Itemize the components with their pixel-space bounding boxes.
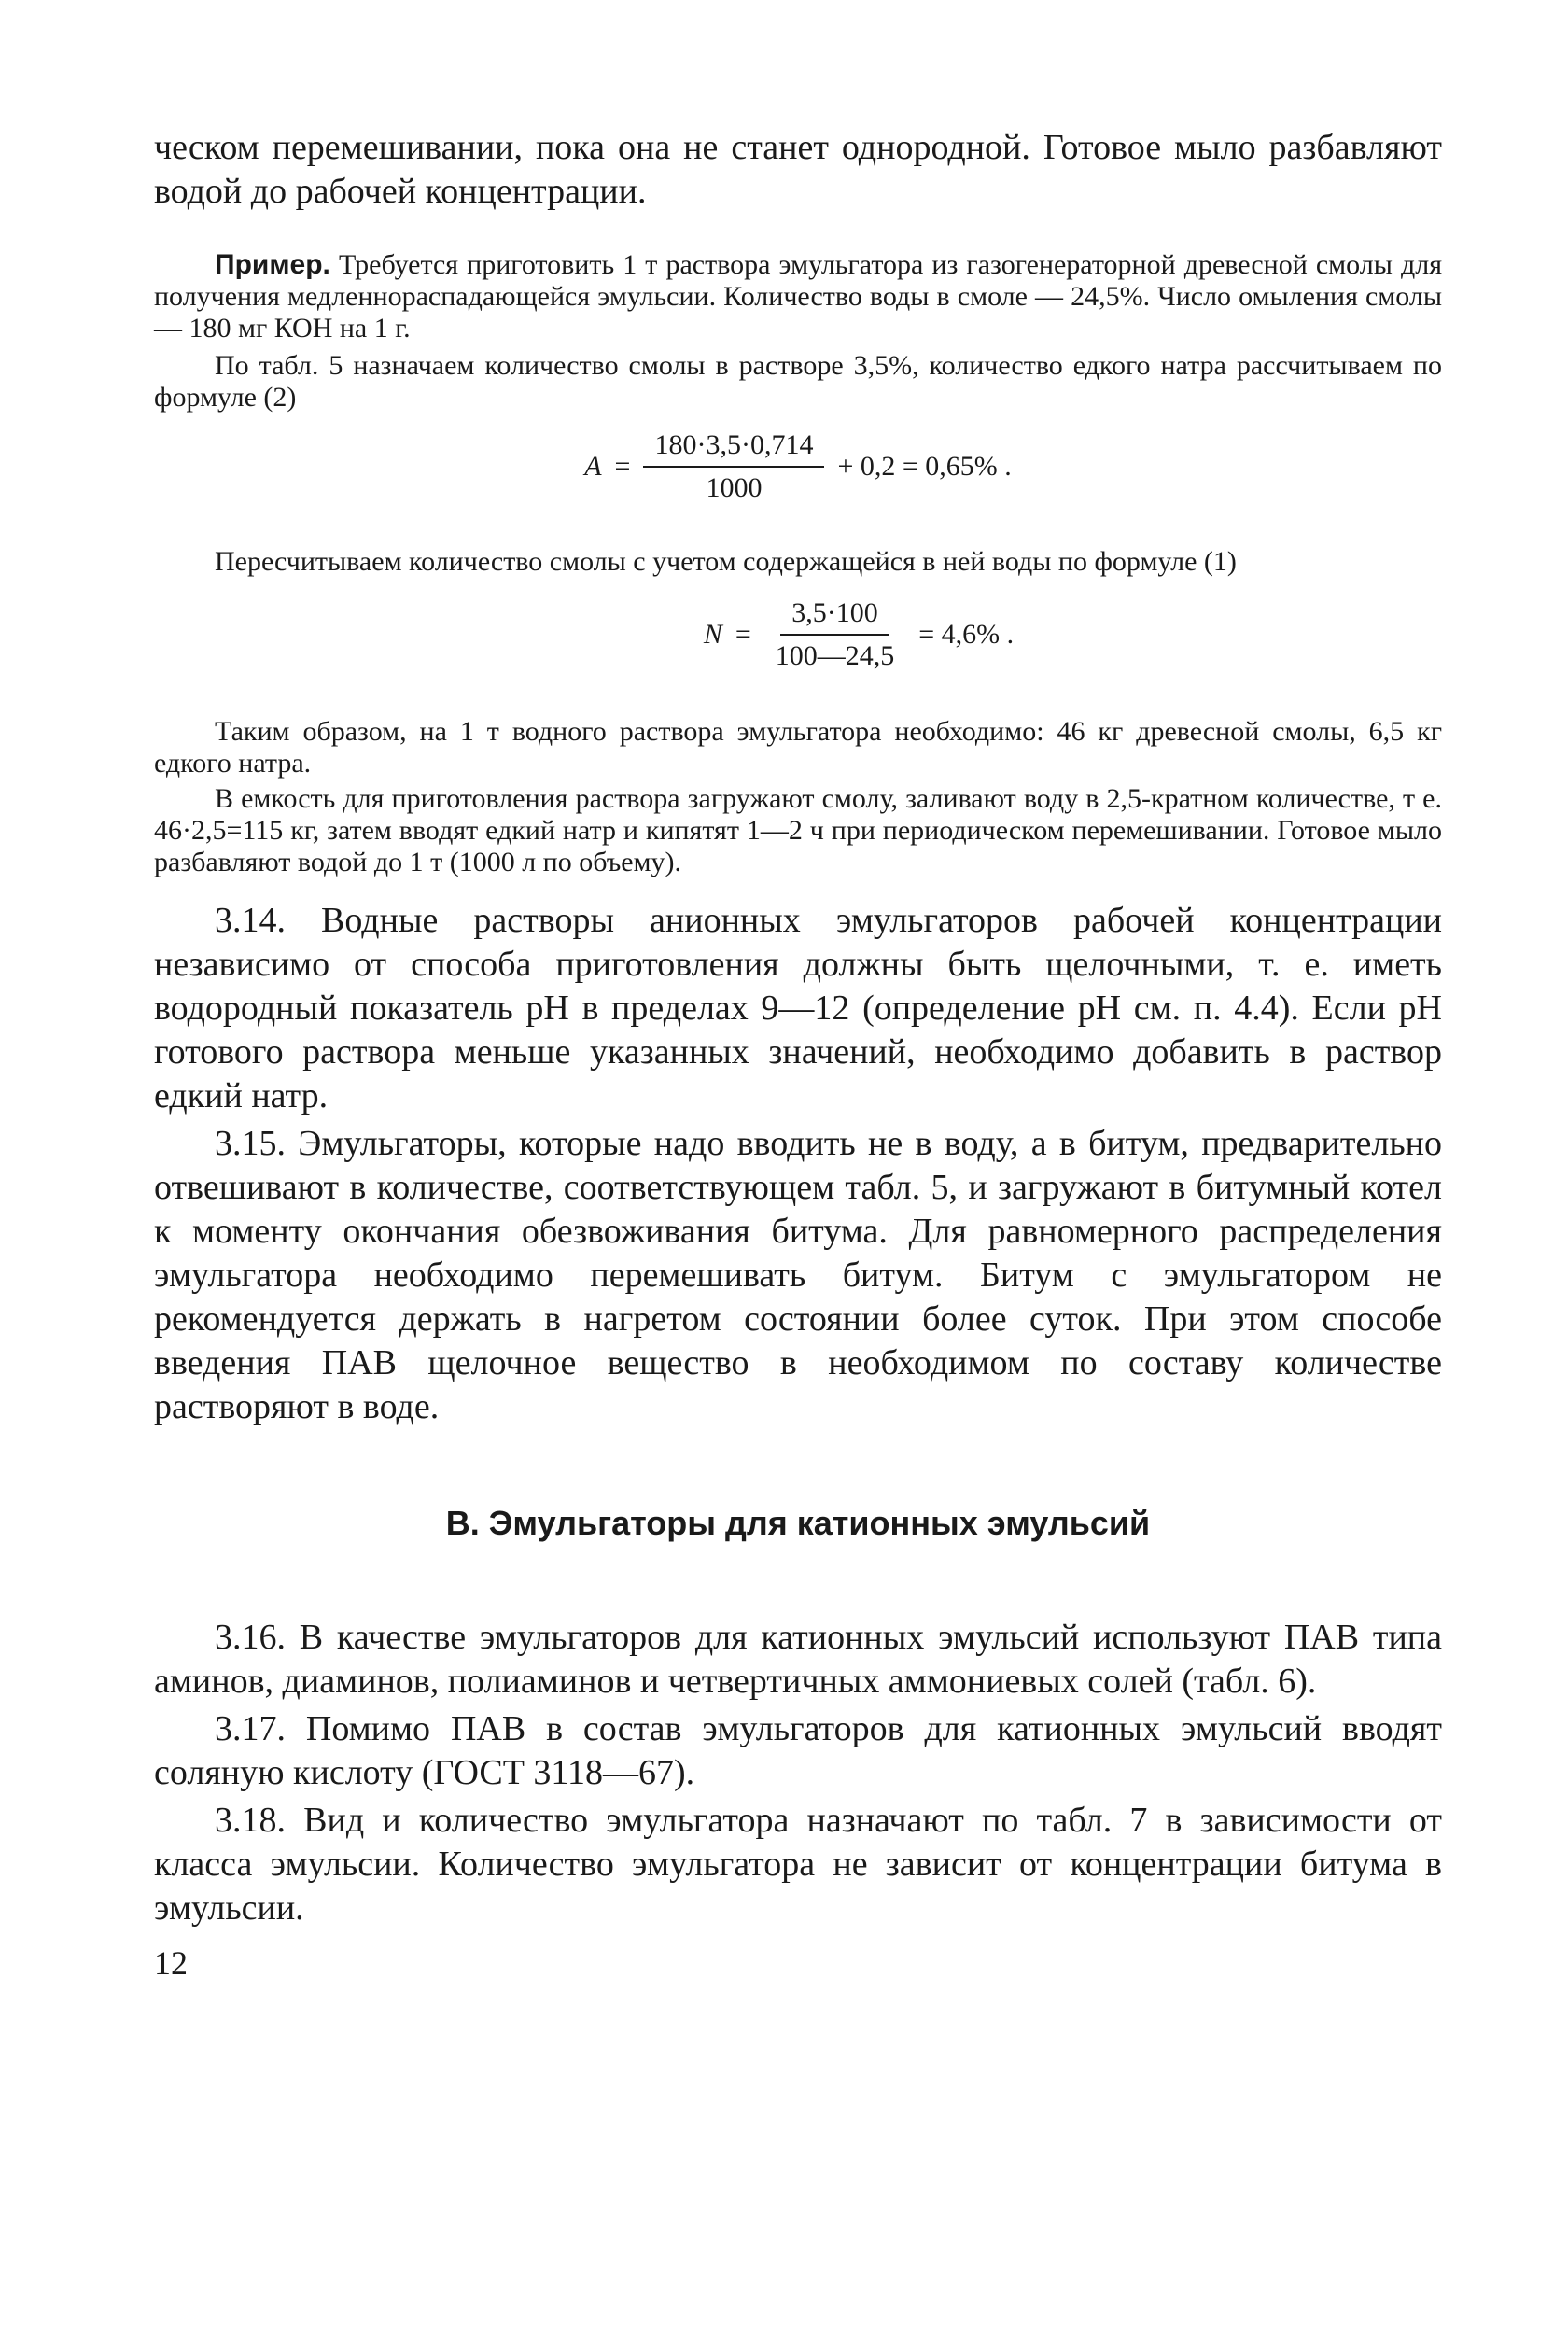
page-content bbox=[154, 126, 1442, 1983]
formula-a-equals: = bbox=[614, 451, 631, 482]
example-para-tabl5: По табл. 5 назначаем количество смолы в растворе 3,5%, количество едкого натра рассчитываем по формуле (2) bbox=[154, 350, 1442, 413]
formula-n-result: = 4,6% . bbox=[918, 619, 1015, 650]
example-label: Пример. bbox=[215, 249, 330, 280]
section-3-18: 3.18. Вид и количество эмульгатора назначают по табл. 7 в зависимости от класса эмульсии. Количество эмульгатора не зависит от концентрации битума в эмульсии. bbox=[154, 1801, 1442, 1928]
example-para-summary: Таким образом, на 1 т водного раствора эмульгатора необходимо: 46 кг древесной смолы, 6,5 кг едкого натра. bbox=[154, 716, 1442, 779]
section-3-14: 3.14. Водные растворы анионных эмульгаторов рабочей концентрации независимо от способа приготовления должны быть щелочными, т. е. иметь водородный показатель pH в пределах 9—12 (определение pH см. п. 4.4). Если pH готового раствора меньше указанных значений, необходимо добавить в раствор едкий натр. bbox=[154, 901, 1442, 1115]
formula-a-denominator: 1000 bbox=[706, 472, 763, 503]
formula-n-numerator: 3,5·100 bbox=[780, 596, 889, 636]
section-heading: В. Эмульгаторы для катионных эмульсий bbox=[445, 1504, 1151, 1542]
formula-a-result: + 0,2 = 0,65% . bbox=[837, 451, 1012, 482]
section-3-15: 3.15. Эмульгаторы, которые надо вводить не в воду, а в битум, предварительно отвешивают в количестве, соответствующем табл. 5, и загружают в битумный котел к моменту окончания обезвоживания битума. Для равномерного распределения эмульгатора необходимо перемешивать битум. Битум с эмульгатором не рекомендуется держать в нагретом состоянии более суток. При этом способе введения ПАВ щелочное вещество в необходимом по составу количестве растворяют в воде. bbox=[154, 1124, 1442, 1426]
section-3-16: 3.16. В качестве эмульгаторов для катионных эмульсий используют ПАВ типа аминов, диаминов, полиаминов и четвертичных аммониевых солей (табл. 6). bbox=[154, 1618, 1442, 1701]
formula-n-denominator: 100—24,5 bbox=[775, 640, 895, 671]
formula-n-equals: = bbox=[735, 619, 751, 650]
formula-n bbox=[154, 596, 1442, 673]
example-para-procedure: В емкость для приготовления раствора загружают смолу, заливают воду в 2,5-кратном количестве, т е. 46·2,5=115 кг, затем вводят едкий натр и кипятят 1—2 ч при периодическом перемешивании. Готовое мыло разбавляют водой до 1 т (1000 л по объему). bbox=[154, 783, 1442, 877]
formula-n-variable: N bbox=[703, 619, 722, 650]
example-para-recalc: Пересчитываем количество смолы с учетом содержащейся в ней воды по формуле (1) bbox=[215, 546, 1237, 577]
page-number: 12 bbox=[154, 1944, 188, 1982]
formula-a-fraction bbox=[643, 428, 824, 505]
formula-a-variable: A bbox=[584, 451, 602, 482]
example-text: Требуется приготовить 1 т раствора эмульгатора из газогенераторной древесной смолы для получения медленнораспадающейся эмульсии. Количество воды в смоле — 24,5%. Число омыления смолы — 180 мг КОН на 1 г. bbox=[154, 249, 1442, 344]
intro-paragraph: ческом перемешивании, пока она не станет однородной. Готовое мыло разбавляют водой до рабочей концентрации. bbox=[154, 128, 1442, 211]
example-paragraph bbox=[154, 249, 1442, 344]
formula-a bbox=[154, 428, 1442, 505]
section-3-17: 3.17. Помимо ПАВ в состав эмульгаторов для катионных эмульсий вводят соляную кислоту (ГОСТ 3118—67). bbox=[154, 1709, 1442, 1792]
formula-a-numerator: 180·3,5·0,714 bbox=[643, 428, 824, 468]
formula-n-fraction bbox=[764, 596, 906, 673]
